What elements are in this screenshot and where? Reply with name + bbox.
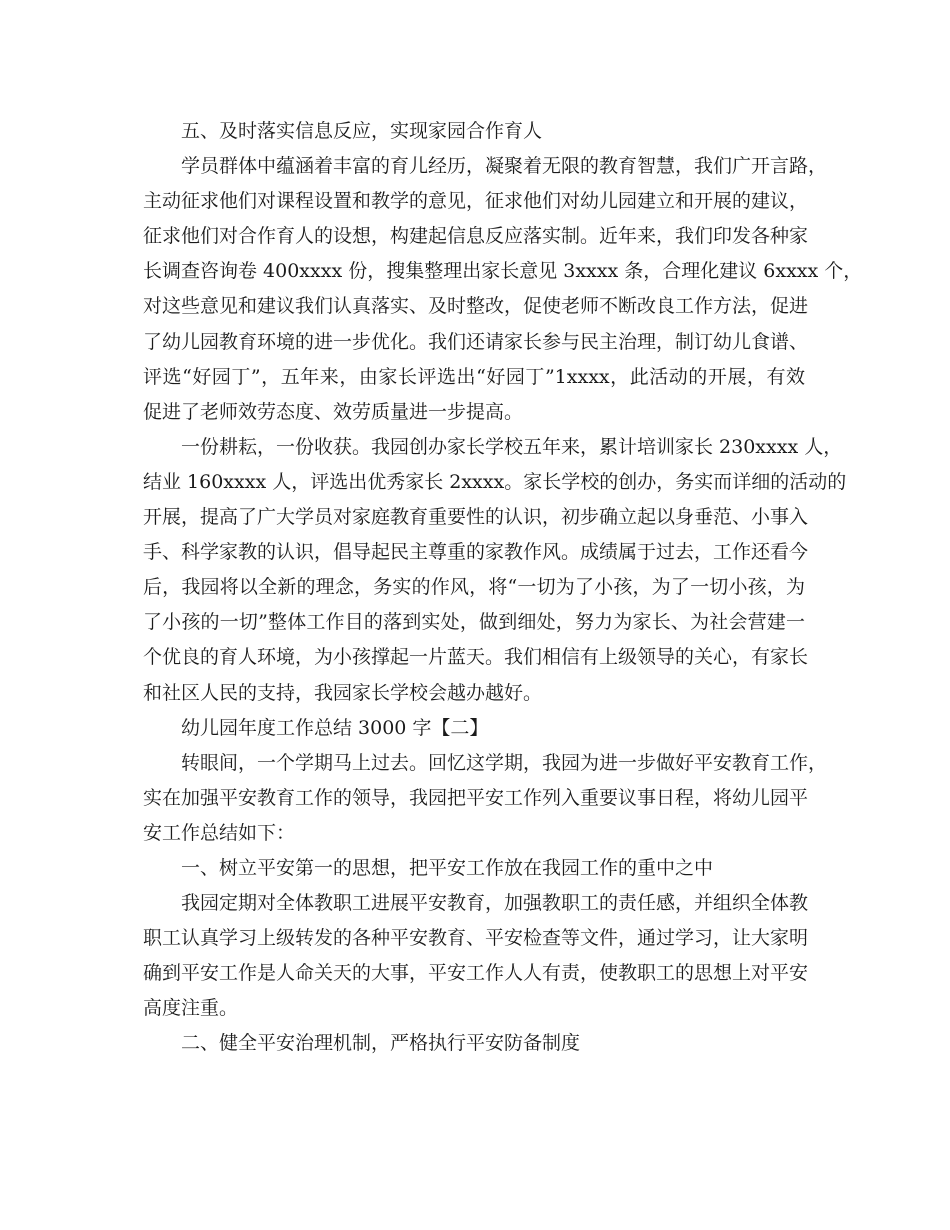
paragraph-line: 高度注重。 <box>143 997 239 1020</box>
section-heading-2: 二、健全平安治理机制，严格执行平安防备制度 <box>181 1032 581 1055</box>
paragraph-line: 后，我园将以全新的理念，务实的作风，将“一切为了小孩，为了一切小孩，为 <box>143 576 805 599</box>
paragraph-line: 主动征求他们对课程设置和教学的意见，征求他们对幼儿园建立和开展的建议， <box>143 190 809 213</box>
paragraph-line: 职工认真学习上级转发的各种平安教育、平安检查等文件，通过学习，让大家明 <box>143 927 809 950</box>
paragraph-line: 实在加强平安教育工作的领导，我园把平安工作列入重要议事日程，将幼儿园平 <box>143 786 809 809</box>
paragraph-line: 评选“好园丁”，五年来，由家长评选出“好园丁”1xxxx，此活动的开展，有效 <box>143 365 805 388</box>
document-body <box>143 114 863 1062</box>
document-subtitle: 幼儿园年度工作总结 3000 字【二】 <box>181 716 489 739</box>
paragraph-line: 转眼间，一个学期马上过去。回忆这学期，我园为进一步做好平安教育工作， <box>181 751 828 774</box>
paragraph-line: 我园定期对全体教职工进展平安教育，加强教职工的责任感，并组织全体教 <box>181 892 809 915</box>
section-heading-1: 一、树立平安第一的思想，把平安工作放在我园工作的重中之中 <box>181 856 714 879</box>
paragraph-line: 开展，提高了广大学员对家庭教育重要性的认识，初步确立起以身垂范、小事入 <box>143 506 809 529</box>
paragraph-line: 促进了老师效劳态度、效劳质量进一步提高。 <box>143 400 524 423</box>
paragraph-line: 个优良的育人环境，为小孩撑起一片蓝天。我们相信有上级领导的关心，有家长 <box>143 646 809 669</box>
paragraph-line: 和社区人民的支持，我园家长学校会越办越好。 <box>143 681 543 704</box>
paragraph-line: 对这些意见和建议我们认真落实、及时整改，促使老师不断改良工作方法，促进 <box>143 295 809 318</box>
paragraph-line: 学员群体中蕴涵着丰富的育儿经历，凝聚着无限的教育智慧，我们广开言路， <box>181 155 828 178</box>
paragraph-line: 长调查咨询卷 400xxxx 份，搜集整理出家长意见 3xxxx 条，合理化建议 6xxxx 个， <box>143 260 863 283</box>
paragraph-line: 结业 160xxxx 人，评选出优秀家长 2xxxx。家长学校的创办，务实而详细的活动的 <box>143 470 847 493</box>
paragraph-line: 征求他们对合作育人的设想，构建起信息反应落实制。近年来，我们印发各种家 <box>143 225 809 248</box>
paragraph-line: 手、科学家教的认识，倡导起民主尊重的家教作风。成绩属于过去，工作还看今 <box>143 541 809 564</box>
paragraph-line: 安工作总结如下： <box>143 821 296 844</box>
paragraph-line: 了幼儿园教育环境的进一步优化。我们还请家长参与民主治理，制订幼儿食谱、 <box>143 330 809 353</box>
paragraph-line: 一份耕耘，一份收获。我园创办家长学校五年来，累计培训家长 230xxxx 人， <box>181 435 843 458</box>
paragraph-line: 了小孩的一切”整体工作目的落到实处，做到细处，努力为家长、为社会营建一 <box>143 611 805 634</box>
section-heading-5: 五、及时落实信息反应，实现家园合作育人 <box>181 120 543 142</box>
paragraph-line: 确到平安工作是人命关天的大事，平安工作人人有责，使教职工的思想上对平安 <box>143 962 809 985</box>
